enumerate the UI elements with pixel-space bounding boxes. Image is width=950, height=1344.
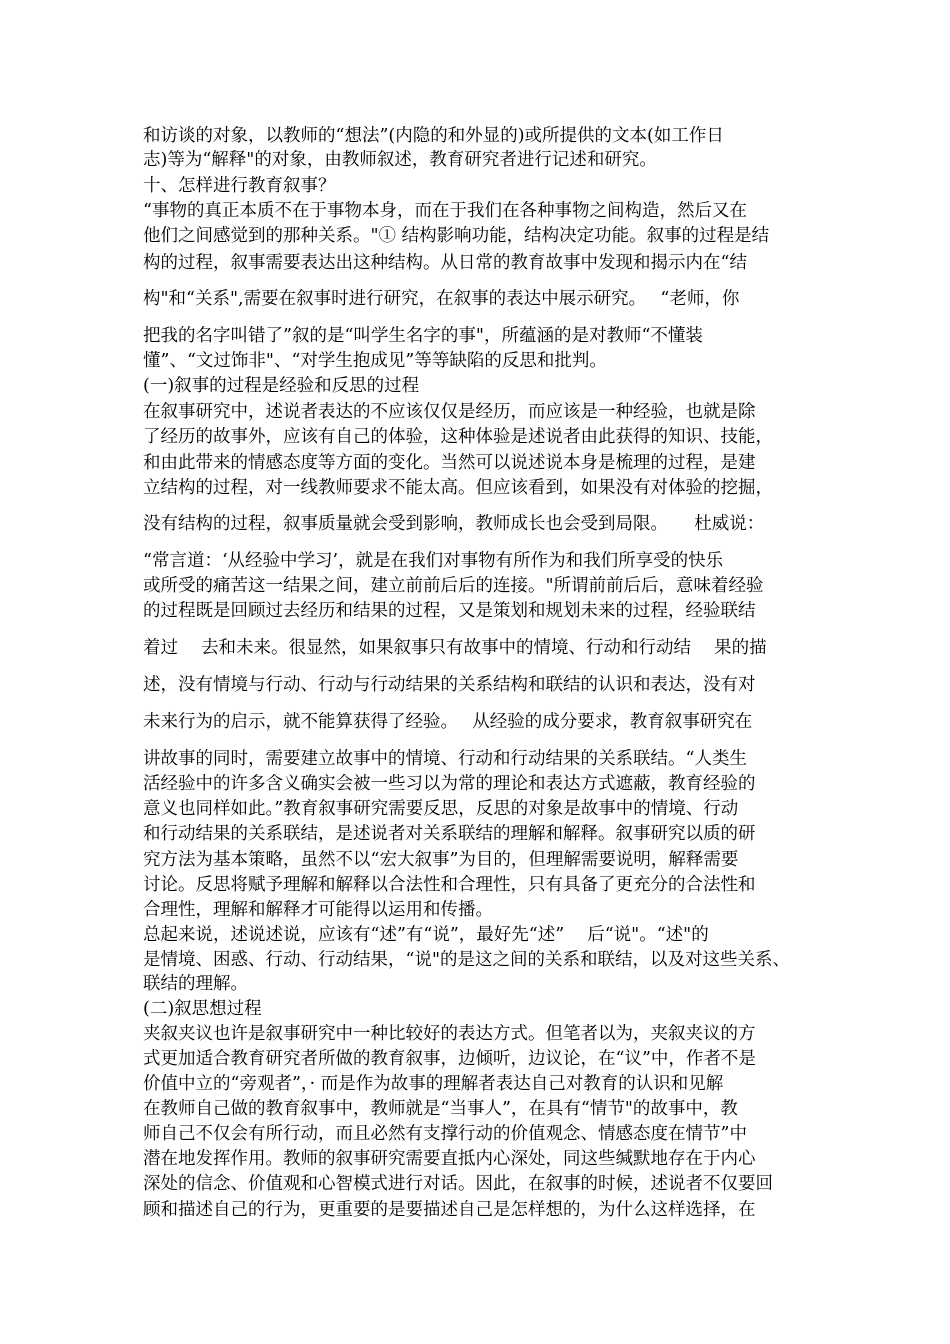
text-line: 和访谈的对象，以教师的“想法”(内隐的和外显的)或所提供的文本(如工作日 xyxy=(143,126,724,146)
text-line: 和行动结果的关系联结，是述说者对关系联结的理解和解释。叙事研究以质的研 xyxy=(143,824,756,844)
text-line: 究方法为基本策略，虽然不以“宏大叙事”为目的，但理解需要说明，解释需要 xyxy=(143,850,739,870)
text-line: 或所受的痛苦这一结果之间，建立前前后后的连接。"所谓前前后后，意味着经验 xyxy=(143,576,764,596)
text-line: 合理性，理解和解释才可能得以运用和传播。 xyxy=(143,900,493,920)
text-line: 构"和“关系",需要在叙事时进行研究，在叙事的表达中展示研究。 “老师，你 xyxy=(143,289,740,309)
subsection-heading: (一)叙事的过程是经验和反思的过程 xyxy=(143,376,420,396)
text-line: 联结的理解。 xyxy=(143,974,248,994)
text-line: 着过 去和未来。很显然，如果叙事只有故事中的情境、行动和行动结 果的描 xyxy=(143,638,767,658)
text-line: 的过程既是回顾过去经历和结果的过程，又是策划和规划未来的过程，经验联结 xyxy=(143,601,756,621)
text-line: 没有结构的过程，叙事质量就会受到影响，教师成长也会受到局限。 杜威说： xyxy=(143,514,765,534)
text-line: 讨论。反思将赋予理解和解释以合法性和合理性，只有具备了更充分的合法性和 xyxy=(143,875,756,895)
text-line: 他们之间感觉到的那种关系。"① 结构影响功能，结构决定功能。叙事的过程是结 xyxy=(143,226,770,246)
section-heading: 十、怎样进行教育叙事？ xyxy=(143,176,336,196)
text-line: 未来行为的启示，就不能算获得了经验。 从经验的成分要求，教育叙事研究在 xyxy=(143,712,753,732)
text-line: 把我的名字叫错了”叙的是“叫学生名字的事"，所蕴涵的是对教师“不懂装 xyxy=(143,326,703,346)
text-line: 了经历的故事外，应该有自己的体验，这种体验是述说者由此获得的知识、技能， xyxy=(143,427,773,447)
text-line: 顾和描述自己的行为，更重要的是要描述自己是怎样想的，为什么这样选择，在 xyxy=(143,1200,756,1220)
text-line: 活经验中的许多含义确实会被一些习以为常的理论和表达方式遮蔽，教育经验的 xyxy=(143,774,756,794)
text-line: 价值中立的“旁观者”，· 而是作为故事的理解者表达自己对教育的认识和见解 xyxy=(143,1074,724,1094)
text-line: 立结构的过程，对一线教师要求不能太高。但应该看到，如果没有对体验的挖掘， xyxy=(143,478,773,498)
text-line: “常言道：‘从经验中学习’，就是在我们对事物有所作为和我们所享受的快乐 xyxy=(143,551,724,571)
text-line: 深处的信念、价值观和心智模式进行对话。因此，在叙事的时候，述说者不仅要回 xyxy=(143,1174,773,1194)
text-line: 和由此带来的情感态度等方面的变化。当然可以说述说本身是梳理的过程，是建 xyxy=(143,453,756,473)
text-line: 师自己不仅会有所行动，而且必然有支撑行动的价值观念、情感态度在情节”中 xyxy=(143,1124,747,1144)
text-line: 夹叙夹议也许是叙事研究中一种比较好的表达方式。但笔者以为，夹叙夹议的方 xyxy=(143,1024,756,1044)
subsection-heading: (二)叙思想过程 xyxy=(143,999,262,1019)
text-line: 在教师自己做的教育叙事中，教师就是“当事人”，在具有“情节"的故事中，教 xyxy=(143,1099,738,1119)
text-line: 讲故事的同时，需要建立故事中的情境、行动和行动结果的关系联结。“人类生 xyxy=(143,749,747,769)
text-line: 总起来说，述说述说，应该有“述”有“说”，最好先“述” 后“说"。“述"的 xyxy=(143,925,709,945)
text-line: 述，没有情境与行动、行动与行动结果的关系结构和联结的认识和表达，没有对 xyxy=(143,675,756,695)
text-line: 意义也同样如此。”教育叙事研究需要反思，反思的对象是故事中的情境、行动 xyxy=(143,799,739,819)
text-line: 式更加适合教育研究者所做的教育叙事，边倾听，边议论，在“议”中，作者不是 xyxy=(143,1049,756,1069)
text-line: 是情境、困惑、行动、行动结果，“说"的是这之间的关系和联结，以及对这些关系、 xyxy=(143,950,790,970)
text-line: 构的过程，叙事需要表达出这种结构。从日常的教育故事中发现和揭示内在“结 xyxy=(143,253,747,273)
text-line: 在叙事研究中，述说者表达的不应该仅仅是经历，而应该是一种经验，也就是除 xyxy=(143,402,756,422)
text-line: “事物的真正本质不在于事物本身，而在于我们在各种事物之间构造，然后又在 xyxy=(143,201,747,221)
text-line: 志)等为“解释"的对象，由教师叙述，教育研究者进行记述和研究。 xyxy=(143,150,657,170)
text-line: 潜在地发挥作用。教师的叙事研究需要直抵内心深处，同这些缄默地存在于内心 xyxy=(143,1149,756,1169)
text-line: 懂”、“文过饰非"、“对学生抱成见”等等缺陷的反思和批判。 xyxy=(143,351,607,371)
